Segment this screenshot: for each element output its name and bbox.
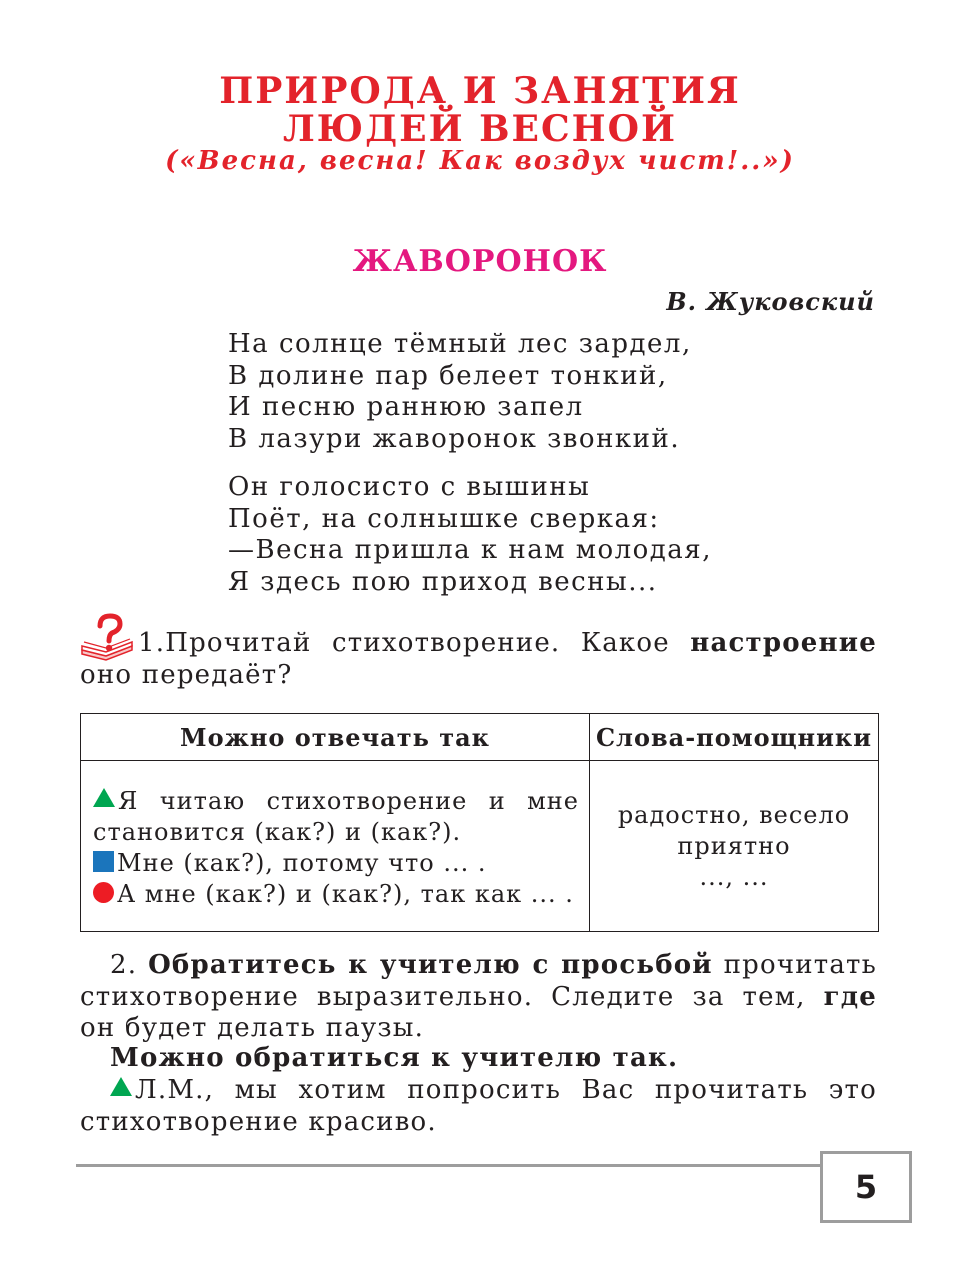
chapter-subtitle: («Весна, весна! Как воздух чист!..») [165,146,795,176]
task-2-number: 2. [110,950,138,980]
table-header-helpers: Слова-помощники [590,714,879,761]
page-number: 5 [820,1151,912,1223]
task-2-sample: Л.М., мы хотим попросить Вас прочитать это стихотворение красиво. [80,1075,877,1137]
answer-sample-2: Мне (как?), потому что ... . [93,848,579,879]
poem-author: В. Жуковский [666,287,875,316]
helper-word: ..., ... [699,862,769,891]
poem-line: —Весна пришла к нам молодая, [228,535,712,565]
poem-stanza-2 [228,472,712,598]
chapter-title-line2: ЛЮДЕЙ ВЕСНОЙ [282,108,678,150]
poem-line: Поёт, на солнышке сверкая: [228,503,660,534]
poem-stanza-1 [228,329,692,455]
poem-title: ЖАВОРОНОК [352,244,608,279]
table-header-row [81,714,879,761]
answer-sample-1: Я читаю стихотворение и мне становится (как?) и (как?). [93,787,579,846]
poem-line: В долине пар белеет тонкий, [228,360,668,391]
green-triangle-icon [93,788,115,807]
table-header-answers: Можно отвечать так [81,714,590,761]
green-triangle-icon [110,1077,132,1096]
blue-square-icon [93,851,114,872]
answer-helper-table [80,713,879,932]
footer-rule [76,1164,820,1167]
answer-samples-cell [81,761,590,932]
task-1-number: 1. [138,628,166,658]
poem-line: Я здесь пою приход весны... [228,566,658,597]
helper-word: приятно [677,831,791,860]
red-circle-icon [93,882,114,903]
task-2-sample-heading: Можно обратиться к учителю так. [110,1043,679,1073]
answer-sample-3: А мне (как?) и (как?), так как ... . [93,879,579,910]
table-row [81,761,879,932]
helper-word: радостно, весело [617,800,851,829]
task-2: 2. Обратитесь к учителю с просьбой прочитать стихотворение выразительно. Следите за тем, где он будет делать паузы. [80,950,877,1043]
poem-line: И песню раннюю запел [228,392,584,422]
poem-line: В лазури жаворонок звонкий. [228,423,681,454]
task-1-keyword: настроение [690,628,877,658]
task-1: 1.Прочитай стихотворение. Какое настроение оно передаёт? [80,628,877,690]
poem-line: На солнце тёмный лес зардел, [228,329,692,359]
helper-words-cell [590,761,879,932]
poem-line: Он голосисто с вышины [228,472,591,502]
chapter-title-line1: ПРИРОДА И ЗАНЯТИЯ [219,70,741,112]
